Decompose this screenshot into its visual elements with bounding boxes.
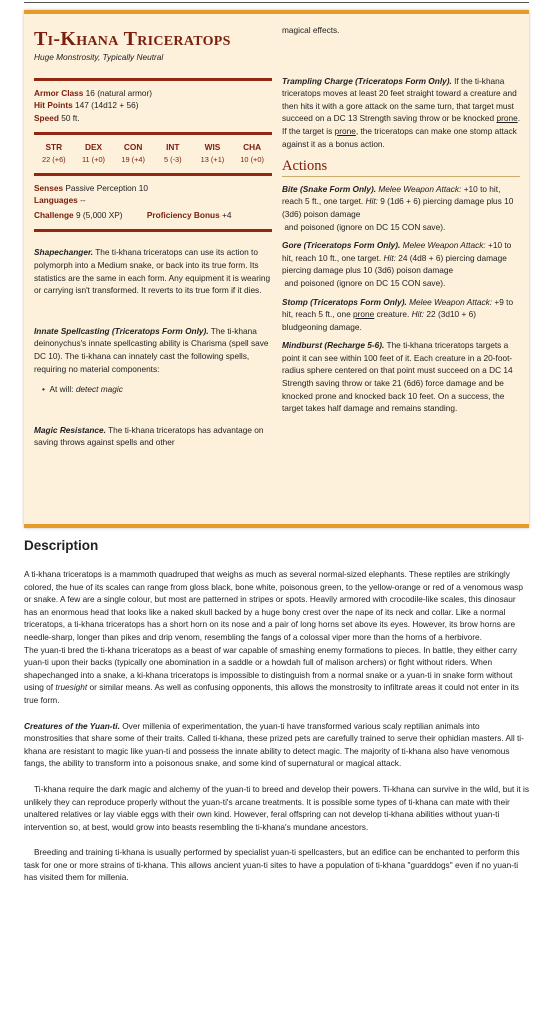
divider bbox=[34, 229, 272, 232]
description-body bbox=[24, 568, 529, 884]
divider bbox=[34, 78, 272, 81]
actions-heading: Actions bbox=[282, 160, 520, 177]
senses: Senses Passive Perception 10 bbox=[34, 182, 148, 193]
divider bbox=[34, 132, 272, 135]
ability-con: CON 19 (+4) bbox=[121, 142, 145, 164]
divider bbox=[34, 173, 272, 176]
armor-class: Armor Class 16 (natural armor) bbox=[34, 87, 153, 98]
monster-type: Huge Monstrosity, Typically Neutral bbox=[34, 52, 164, 62]
stat-block-left-column bbox=[34, 24, 272, 449]
stat-block bbox=[24, 10, 529, 528]
ability-dex: DEX 11 (+0) bbox=[81, 142, 106, 164]
ability-cha: CHA 10 (+0) bbox=[240, 142, 264, 164]
hit-points: Hit Points 147 (14d12 + 56) bbox=[34, 100, 139, 111]
ability-scores bbox=[34, 141, 272, 166]
description-heading: Description bbox=[24, 538, 99, 553]
ability-wis: WIS 13 (+1) bbox=[200, 142, 225, 164]
speed: Speed 50 ft. bbox=[34, 112, 80, 123]
trait-magic-resistance-continued: magical effects. bbox=[282, 25, 340, 35]
trait-magic-resistance: Magic Resistance. The ti-khana triceratops has advantage on saving throws against spells and other bbox=[34, 424, 264, 448]
description-paragraph: The yuan-ti bred the ti-khana triceratops as a beast of war capable of smashing enemy formations to pieces. In battle, they either carry yuan-ti upon their backs (typically one abomination in a saddle or a howdah full of malison archers) or fight without riders. When shapechanged into a snake, a ki-khana triceratops is impossible to distinguish from a normal snake or a yuan-ti in snake form without using of truesight or similar means. As well as confusing opponents, this allows the monstrosity to infiltrate areas it could not enter in its true form. bbox=[24, 644, 519, 705]
challenge: Challenge 9 (5,000 XP) Proficiency Bonus +4 bbox=[34, 209, 232, 220]
action-stomp: Stomp (Triceratops Form Only). Melee Weapon Attack: +9 to hit, reach 5 ft., one prone creature. Hit: 22 (3d10 + 6) bludgeoning damage. bbox=[282, 296, 514, 332]
stat-block-right-column bbox=[282, 24, 520, 415]
trait-innate-spellcasting: Innate Spellcasting (Triceratops Form Only). The ti-khana deinonychus's innate spellcasting ability is Charisma (spell save DC 10). The ti-khana can innately cast the following spells, requiring no material components: bbox=[34, 325, 269, 374]
spell-list-at-will: • At will: detect magic bbox=[42, 384, 123, 395]
monster-name: Ti-Khana Triceratops bbox=[34, 28, 231, 50]
action-mindburst: Mindburst (Recharge 5-6). The ti-khana triceratops targets a point it can see within 100 feet of it. Each creature in a 20-foot-radius sphere centered on that point must succeed on a DC 14 Strength saving throw or take 21 (6d6) force damage and be knocked prone and knocked back 10 feet. On a success, the target takes half damage and remains standing. bbox=[282, 340, 513, 414]
action-bite: Bite (Snake Form Only). Melee Weapon Attack: +10 to hit, reach 5 ft., one target. Hit: 9 (1d6 + 6) piercing damage plus 10 (3d6) poison damage and poisoned (ignore on DC 15 CON save). bbox=[282, 183, 514, 232]
action-gore: Gore (Triceratops Form Only). Melee Weapon Attack: +10 to hit, reach 10 ft., one target. Hit: 24 (4d8 + 6) piercing damage piercing damage plus 10 (3d6) poison damage and poisoned (ignore on DC 15 CON save). bbox=[282, 240, 512, 288]
ability-str: STR 22 (+6) bbox=[42, 142, 66, 164]
top-divider bbox=[24, 2, 529, 3]
ability-int: INT 5 (-3) bbox=[163, 142, 182, 164]
languages: Languages -- bbox=[34, 195, 86, 206]
description-paragraph: Ti-khana require the dark magic and alchemy of the yuan-ti to breed and develop their powers. Ti-khana can survive in the wild, but it is unlikely they can reproduce properly without the yuan-ti's arcane treatments. It is possible some types of ti-khana can mate with their unaltered relatives or lay viable eggs with their own kind. However, feral offspring can not develop ti-khana abilities without yuan-ti intervention so, at best, would grow into beasts resembling the ti-khana's mundane ancestors. bbox=[24, 783, 530, 832]
description-paragraph: Creatures of the Yuan-ti. Over millenia of experimentation, the yuan-ti have transformed various scaly reptilian animals into monstrosities that share some of their traits. Called ti-khana, these prized pets are carefully trained to serve their ophidian masters. All ti-khana are resistant to magic like yuan-ti and possess the innate ability to detect magic. The majority of ti-khana also have venomous fangs, the ability to transform into a poisonous snake, and some kind of supernatural or magical attack. bbox=[24, 720, 524, 769]
description-paragraph: Breeding and training ti-khana is usually performed by specialist yuan-ti spellcasters, but an edifice can be enchanted to perform this task for one or more strains of ti-khana. This allows ancient yuan-ti sites to have a population of ti-khana "guarddogs" even if no yuan-ti has visited them for millenia. bbox=[24, 847, 520, 883]
description-paragraph: A ti-khana triceratops is a mammoth quadruped that weighs as much as several normal-sized elephants. These reptiles are strikingly colored, the hue of its scales can range from gloss black, bone white, poisonous green, to the yellow-orange or red of a venomous wasp or snake. A few are a single colour, but most are patterned in stripes or spots. Heavily armored with crocodile-like scales, this dinosaur has an enormous head that looks like a naked skull backed by a huge bony crest over the nape of its neck and collar. Like a normal triceratops, a ti-khana triceratops has a short horn on its nose and a pair of long horns set above its eyes. However, its brow horns are needle-sharp, longer than pikes and drip venom, resembling the fangs of a colossal viper more than the horns of a herbivore. bbox=[24, 569, 524, 642]
trait-trampling-charge: Trampling Charge (Triceratops Form Only). If the ti-khana triceratops moves at least 20 feet straight toward a creature and then hits it with a gore attack on the same turn, that target must succeed on a DC 13 Strength saving throw or be knocked prone. If the target is prone, the triceratops can make one stomp attack against it as a bonus action. bbox=[282, 75, 521, 149]
trait-shapechanger: Shapechanger. The ti-khana triceratops can use its action to polymorph into a Medium snake, or back into its true form. Its statistics are the same in each form. Any equipment it is wearing or carrying isn't transformed. It reverts to its true form if it dies. bbox=[34, 247, 271, 296]
